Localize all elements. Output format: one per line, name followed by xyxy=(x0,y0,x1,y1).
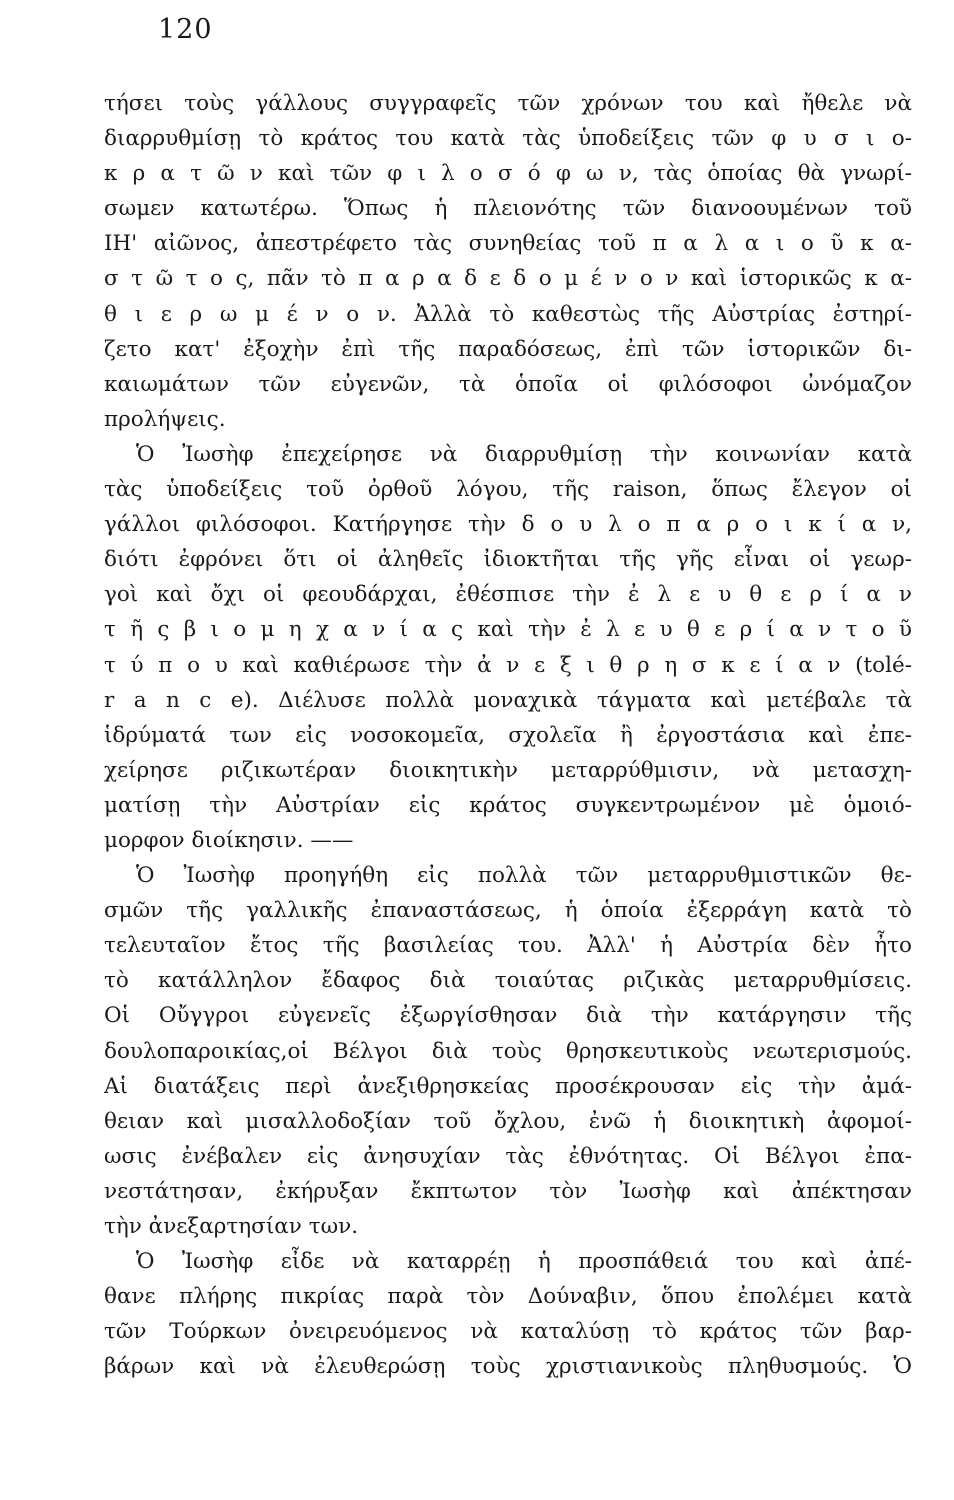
text-line: χείρησε ριζικωτέραν διοικητικὴν μεταρρύθμισιν, νὰ μετασχη- xyxy=(104,757,912,783)
text-line: τὴν ἀνεξαρτησίαν των. xyxy=(104,1214,359,1239)
text-line: τὰς ὑποδείξεις τοῦ ὀρθοῦ λόγου, τῆς raison, ὅπως ἔλεγον οἱ xyxy=(104,477,912,503)
text-line: ΙΗ' αἰῶνος, ἀπεστρέφετο τὰς συνηθείας τοῦ π α λ α ι ο ῦ κ α- xyxy=(104,231,912,257)
text-line: ωσις ἐνέβαλεν εἰς ἀνησυχίαν τὰς ἐθνότητας. Οἱ Βέλγοι ἐπα- xyxy=(104,1143,912,1169)
body-text xyxy=(104,86,912,1384)
text-line: ματίσῃ τὴν Αὐστρίαν εἰς κράτος συγκεντρωμένον μὲ ὁμοιό- xyxy=(104,792,912,818)
text-line: κ ρ α τ ῶ ν καὶ τῶν φ ι λ ο σ ό φ ω ν, τὰς ὁποίας θὰ γνωρί- xyxy=(104,161,912,187)
text-line: τ ῆ ς β ι ο μ η χ α ν ί α ς καὶ τὴν ἐ λ ε υ θ ε ρ ί α ν τ ο ῦ xyxy=(104,617,912,643)
text-line: ζετο κατ' ἐξοχὴν ἐπὶ τῆς παραδόσεως, ἐπὶ τῶν ἱστορικῶν δι- xyxy=(104,336,912,362)
text-line: καιωμάτων τῶν εὐγενῶν, τὰ ὁποῖα οἱ φιλόσοφοι ὠνόμαζον xyxy=(104,371,912,397)
text-line: δουλοπαροικίας,οἱ Βέλγοι διὰ τοὺς θρησκευτικοὺς νεωτερισμούς. xyxy=(104,1038,912,1064)
page-number: 120 xyxy=(158,14,213,45)
text-line: ἱδρύματά των εἰς νοσοκομεῖα, σχολεῖα ἢ ἐργοστάσια καὶ ἐπε- xyxy=(104,722,912,748)
text-line: τῶν Τούρκων ὀνειρευόμενος νὰ καταλύσῃ τὸ κράτος τῶν βαρ- xyxy=(104,1319,912,1345)
text-line: σωμεν κατωτέρω. Ὅπως ἡ πλειονότης τῶν διανοουμένων τοῦ xyxy=(104,196,912,222)
text-line: βάρων καὶ νὰ ἐλευθερώσῃ τοὺς χριστιανικοὺς πληθυσμούς. Ὁ xyxy=(104,1354,912,1380)
text-line: γοὶ καὶ ὄχι οἱ φεουδάρχαι, ἐθέσπισε τὴν ἐ λ ε υ θ ε ρ ί α ν xyxy=(104,582,912,608)
text-line: τ ύ π ο υ καὶ καθιέρωσε τὴν ἀ ν ε ξ ι θ ρ η σ κ ε ί α ν (tolé- xyxy=(104,652,912,678)
text-line: σμῶν τῆς γαλλικῆς ἐπαναστάσεως, ἡ ὁποία ἐξερράγη κατὰ τὸ xyxy=(104,898,912,924)
text-line: τὸ κατάλληλον ἔδαφος διὰ τοιαύτας ριζικὰς μεταρρυθμίσεις. xyxy=(104,968,912,994)
text-line: Ὁ Ἰωσὴφ εἶδε νὰ καταρρέῃ ἡ προσπάθειά του καὶ ἀπέ- xyxy=(136,1249,912,1275)
text-line: προλήψεις. xyxy=(104,406,226,432)
text-line: σ τ ῶ τ ο ς, πᾶν τὸ π α ρ α δ ε δ ο μ έ ν ο ν καὶ ἱστορικῶς κ α- xyxy=(104,266,912,292)
text-line: θ ι ε ρ ω μ έ ν ο ν. Ἀλλὰ τὸ καθεστὼς τῆς Αὐστρίας ἐστηρί- xyxy=(104,301,912,327)
text-line: διότι ἐφρόνει ὅτι οἱ ἀληθεῖς ἰδιοκτῆται τῆς γῆς εἶναι οἱ γεωρ- xyxy=(104,547,912,573)
text-line: Αἱ διατάξεις περὶ ἀνεξιθρησκείας προσέκρουσαν εἰς τὴν ἀμά- xyxy=(104,1073,912,1099)
text-line: Ὁ Ἰωσὴφ ἐπεχείρησε νὰ διαρρυθμίσῃ τὴν κοινωνίαν κατὰ xyxy=(136,441,912,467)
text-line: θανε πλήρης πικρίας παρὰ τὸν Δούναβιν, ὅπου ἐπολέμει κατὰ xyxy=(104,1284,912,1310)
text-line: νεστάτησαν, ἐκήρυξαν ἔκπτωτον τὸν Ἰωσὴφ καὶ ἀπέκτησαν xyxy=(104,1178,912,1204)
text-line: διαρρυθμίσῃ τὸ κράτος του κατὰ τὰς ὑποδείξεις τῶν φ υ σ ι ο- xyxy=(104,126,912,152)
text-line: μορφον διοίκησιν. —— xyxy=(104,827,354,853)
text-line: τελευταῖον ἔτος τῆς βασιλείας του. Ἀλλ' ἡ Αὐστρία δὲν ἦτο xyxy=(104,933,912,959)
text-line: r a n c e). Διέλυσε πολλὰ μοναχικὰ τάγματα καὶ μετέβαλε τὰ xyxy=(104,687,912,713)
text-line: θειαν καὶ μισαλλοδοξίαν τοῦ ὄχλου, ἐνῶ ἡ διοικητικὴ ἀφομοί- xyxy=(104,1108,912,1134)
text-line: Ὁ Ἰωσὴφ προηγήθη εἰς πολλὰ τῶν μεταρρυθμιστικῶν θε- xyxy=(136,863,912,889)
text-line: γάλλοι φιλόσοφοι. Κατήργησε τὴν δ ο υ λ ο π α ρ ο ι κ ί α ν, xyxy=(104,512,912,538)
text-line: τήσει τοὺς γάλλους συγγραφεῖς τῶν χρόνων του καὶ ἤθελε νὰ xyxy=(104,91,912,116)
text-line: Οἱ Οὔγγροι εὐγενεῖς ἐξωργίσθησαν διὰ τὴν κατάργησιν τῆς xyxy=(104,1003,912,1029)
